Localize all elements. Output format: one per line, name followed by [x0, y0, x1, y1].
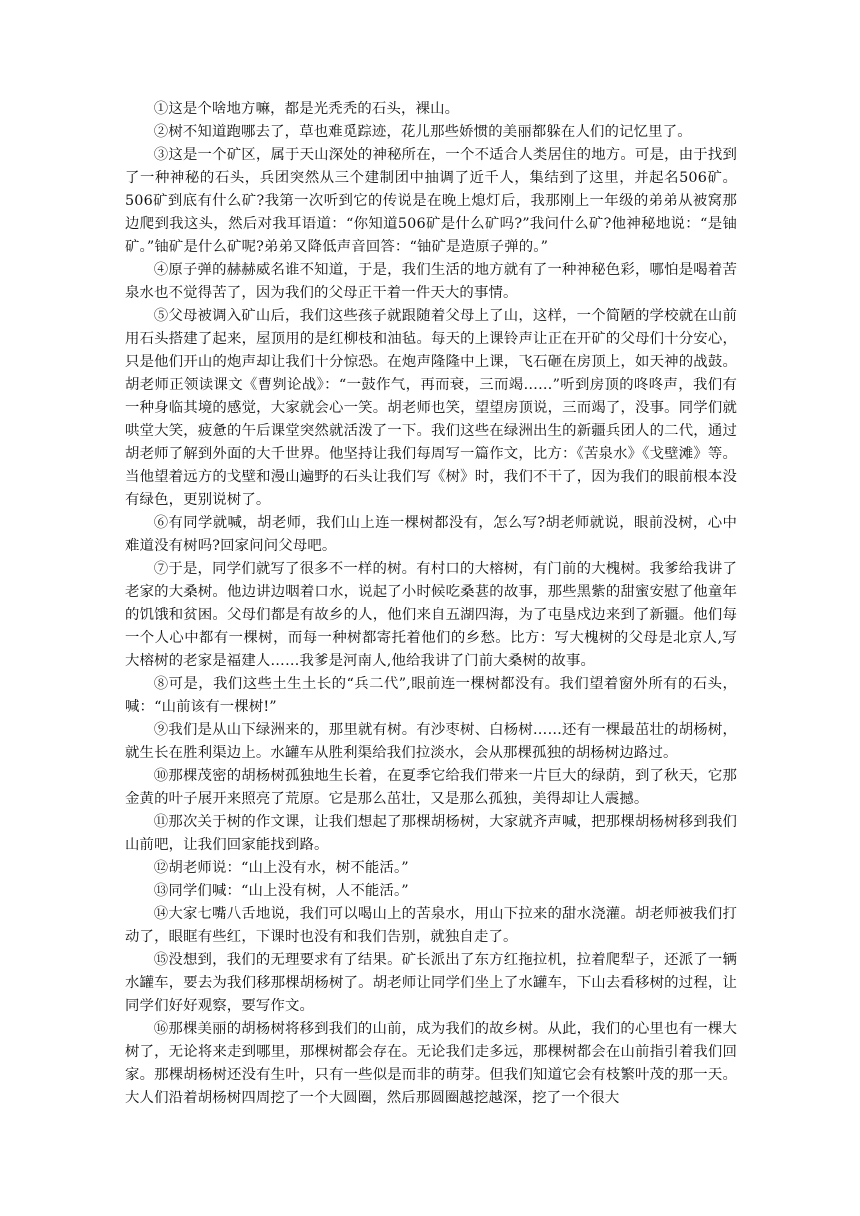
paragraph-11: ⑪那次关于树的作文课，让我们想起了那棵胡杨树，大家就齐声喊，把那棵胡杨树移到我们山前吧，让我们回家能找到路。 [125, 814, 737, 853]
paragraph-4: ④原子弹的赫赫威名谁不知道，于是，我们生活的地方就有了一种神秘色彩，哪怕是喝着苦泉水也不觉得苦了，因为我们的父母正干着一件天大的事情。 [125, 262, 737, 301]
paragraph-15: ⑮没想到，我们的无理要求有了结果。矿长派出了东方红拖拉机，拉着爬犁子，还派了一辆水罐车，要去为我们移那棵胡杨树了。胡老师让同学们坐上了水罐车，下山去看移树的过程，让同学们好好观察，要写作文。 [125, 952, 737, 1014]
paragraph-6: ⑥有同学就喊，胡老师，我们山上连一棵树都没有，怎么写?胡老师就说，眼前没树，心中难道没有树吗?回家问问父母吧。 [125, 515, 737, 554]
paragraph-9: ⑨我们是从山下绿洲来的，那里就有树。有沙枣树、白杨树……还有一棵最茁壮的胡杨树，就生长在胜利渠边上。水罐车从胜利渠给我们拉淡水，会从那棵孤独的胡杨树边路过。 [125, 722, 737, 761]
paragraph-7: ⑦于是，同学们就写了很多不一样的树。有村口的大榕树，有门前的大槐树。我爹给我讲了老家的大桑树。他边讲边咽着口水，说起了小时候吃桑葚的故事，那些黑紫的甜蜜安慰了他童年的饥饿和贫困。父母们都是有故乡的人，他们来自五湖四海，为了屯垦戍边来到了新疆。他们每一个人心中都有一棵树，而每一种树都寄托着他们的乡愁。比方：写大槐树的父母是北京人,写大榕树的老家是福建人……我爹是河南人,他给我讲了门前大桑树的故事。 [125, 561, 737, 669]
paragraph-10: ⑩那棵茂密的胡杨树孤独地生长着，在夏季它给我们带来一片巨大的绿荫，到了秋天，它那金黄的叶子展开来照亮了荒原。它是那么茁壮，又是那么孤独，美得却让人震撼。 [125, 768, 737, 807]
paragraph-1: ①这是个啥地方嘛，都是光秃秃的石头，裸山。 [153, 101, 460, 117]
paragraph-12: ⑫胡老师说：“山上没有水，树不能活。” [153, 860, 409, 876]
paragraph-16: ⑯那棵美丽的胡杨树将移到我们的山前，成为我们的故乡树。从此，我们的心里也有一棵大树了，无论将来走到哪里，那棵树都会存在。无论我们走多远，那棵树都会在山前指引着我们回家。那棵胡杨树还没有生叶，只有一些似是而非的萌芽。但我们知道它会有枝繁叶茂的那一天。大人们沿着胡杨树四周挖了一个大圆圈，然后那圆圈越挖越深，挖了一个很大 [125, 1021, 737, 1106]
paragraph-5: ⑤父母被调入矿山后，我们这些孩子就跟随着父母上了山，这样，一个简陋的学校就在山前用石头搭建了起来，屋顶用的是红柳枝和油毡。每天的上课铃声让正在开矿的父母们十分安心，只是他们开山的炮声却让我们十分惊恐。在炮声隆隆中上课，飞石砸在房顶上，如天神的战鼓。胡老师正领读课文《曹刿论战》：“一鼓作气，再而衰，三而竭……”听到房顶的咚咚声，我们有一种身临其境的感觉，大家就会心一笑。胡老师也笑，望望房顶说，三而竭了，没事。同学们就哄堂大笑，疲惫的午后课堂突然就活泼了一下。我们这些在绿洲出生的新疆兵团人的二代，通过胡老师了解到外面的大千世界。他坚持让我们每周写一篇作文，比方：《苦泉水》《戈壁滩》等。当他望着远方的戈壁和漫山遍野的石头让我们写《树》时，我们不干了，因为我们的眼前根本没有绿色，更别说树了。 [125, 308, 737, 508]
paragraph-14: ⑭大家七嘴八舌地说，我们可以喝山上的苦泉水，用山下拉来的甜水浇灌。胡老师被我们打动了，眼眶有些红，下课时也没有和我们告别，就独自走了。 [125, 906, 737, 945]
paragraph-2: ②树不知道跑哪去了，草也难觅踪迹，花儿那些娇惯的美丽都躲在人们的记忆里了。 [153, 124, 692, 140]
paragraph-13: ⑬同学们喊：“山上没有树，人不能活。” [153, 883, 409, 899]
paragraph-8: ⑧可是，我们这些土生土长的“兵二代”,眼前连一棵树都没有。我们望着窗外所有的石头，喊：“山前该有一棵树!” [125, 676, 737, 715]
article-body [125, 98, 737, 1110]
paragraph-3: ③这是一个矿区，属于天山深处的神秘所在，一个不适合人类居住的地方。可是，由于找到了一种神秘的石头，兵团突然从三个建制团中抽调了近千人，集结到了这里，并起名506矿。506矿到底有什么矿?我第一次听到它的传说是在晚上熄灯后，我那刚上一年级的弟弟从被窝那边爬到我这头，然后对我耳语道：“你知道506矿是什么矿吗?”我问什么矿?他神秘地说：“是铀矿。”铀矿是什么矿呢?弟弟又降低声音回答：“铀矿是造原子弹的。” [125, 147, 737, 255]
